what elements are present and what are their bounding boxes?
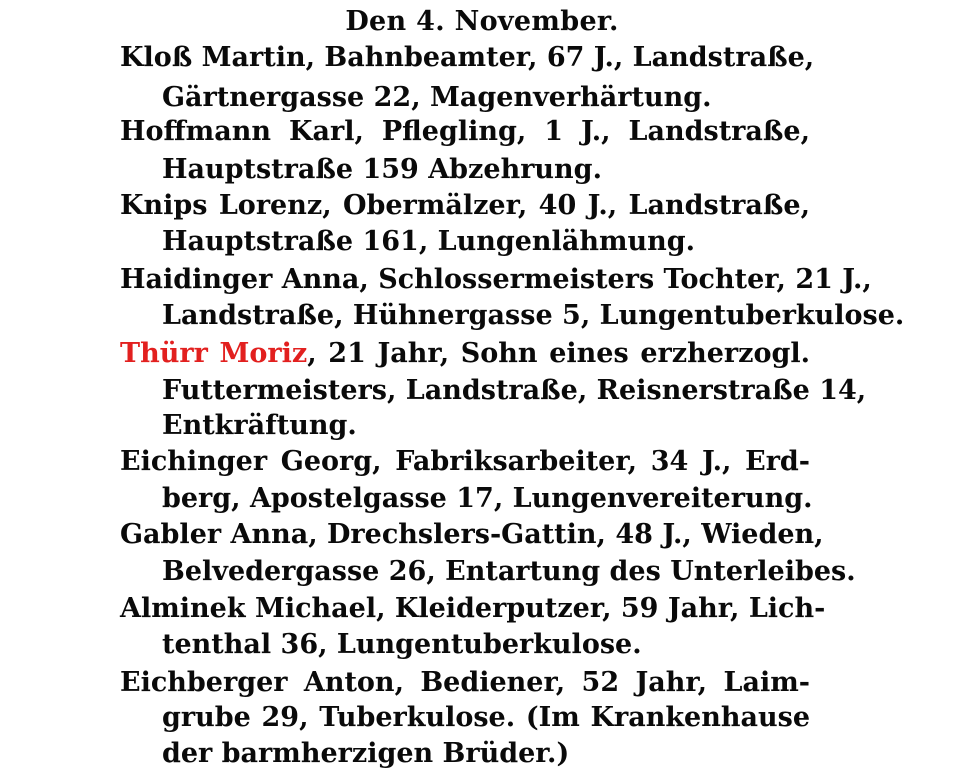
entry-line	[162, 80, 712, 116]
entry-text: grube 29, Tuberkulose. (Im Krankenhause	[162, 702, 810, 733]
entry-line	[162, 736, 569, 772]
entry-line	[120, 262, 872, 298]
entry-name: Hoffmann Karl	[120, 116, 355, 147]
entry-text: Belvedergasse 26, Entartung des Unterleibes.	[162, 556, 856, 587]
entry-text: Entkräftung.	[162, 410, 357, 441]
entry-text: Hauptstraße 161, Lungenlähmung.	[162, 226, 696, 257]
entry-name: Alminek Michael	[120, 593, 377, 624]
entry-line	[162, 554, 856, 590]
entry-line	[120, 665, 810, 701]
entry-line	[162, 298, 905, 334]
entry-line	[120, 40, 815, 76]
entry-name-highlighted: Thürr Moriz	[120, 338, 308, 369]
entry-text: Hauptstraße 159 Abzehrung.	[162, 154, 602, 185]
entry-text: , Obermälzer, 40 J., Landstraße,	[322, 190, 810, 221]
entry-text: , Fabriksarbeiter, 34 J., Erd-	[372, 446, 811, 477]
entry-line	[120, 591, 826, 627]
entry-text: , Bediener, 52 Jahr, Laim-	[394, 667, 810, 698]
entry-line	[162, 627, 642, 663]
entry-text: berg, Apostelgasse 17, Lungenvereiterung.	[162, 483, 813, 514]
entry-name: Kloß Martin	[120, 42, 306, 73]
entry-name: Eichinger Georg	[120, 446, 373, 477]
entry-text: , Pflegling, 1 J., Landstraße,	[354, 116, 810, 147]
entry-line	[120, 114, 810, 150]
entry-text: Futtermeisters, Landstraße, Reisnerstraße 14,	[162, 375, 867, 406]
page-heading: Den 4. November.	[345, 6, 619, 37]
entry-line	[120, 336, 810, 372]
entry-line	[162, 373, 867, 409]
entry-text: tenthal 36, Lungentuberkulose.	[162, 629, 642, 660]
entry-name: Haidinger Anna	[120, 264, 360, 295]
entry-text: , Bahnbeamter, 67 J., Landstraße,	[305, 42, 815, 73]
entry-line	[162, 152, 602, 188]
entry-name: Eichberger Anton	[120, 667, 395, 698]
entry-line	[162, 700, 810, 736]
entry-name: Knips Lorenz	[120, 190, 323, 221]
entry-line	[162, 224, 695, 260]
entry-line	[120, 444, 810, 480]
entry-line	[162, 481, 813, 517]
entry-line	[162, 408, 357, 444]
entry-text: , Schlossermeisters Tochter, 21 J.,	[359, 264, 872, 295]
entry-name: Gabler Anna	[120, 519, 309, 550]
entry-text: , Kleiderputzer, 59 Jahr, Lich-	[376, 593, 826, 624]
entry-text: Gärtnergasse 22, Magenverhärtung.	[162, 82, 712, 113]
entry-text: , 21 Jahr, Sohn eines erzherzogl.	[307, 338, 810, 369]
entry-text: der barmherzigen Brüder.)	[162, 738, 570, 769]
entry-line	[120, 517, 824, 553]
entry-text: , Drechslers-Gattin, 48 J., Wieden,	[308, 519, 824, 550]
entry-line	[120, 188, 810, 224]
entry-text: Landstraße, Hühnergasse 5, Lungentuberkulose.	[162, 300, 905, 331]
